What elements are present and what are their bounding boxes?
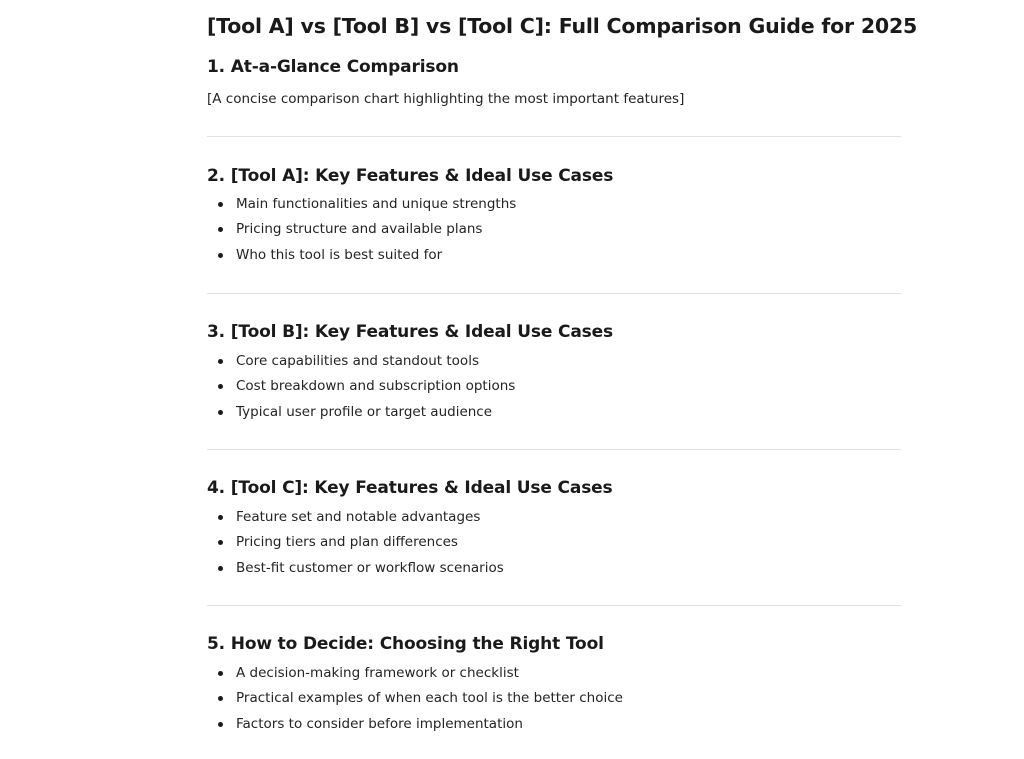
list-item-text: Typical user profile or target audience: [236, 403, 493, 420]
list-item-text: Practical examples of when each tool is the better choice: [236, 690, 623, 707]
section-divider: [207, 449, 901, 450]
list-item: [207, 663, 623, 688]
bullet-icon: [218, 359, 223, 364]
bullet-list-how-to-decide: [207, 663, 623, 739]
list-item: [207, 376, 515, 401]
list-item-text: Feature set and notable advantages: [236, 509, 481, 525]
bullet-icon: [218, 384, 223, 389]
list-item: [207, 194, 516, 219]
bullet-list-tool-a: [207, 194, 516, 270]
list-item-text: A decision-making framework or checklist: [236, 665, 519, 681]
list-item-text: Best-fit customer or workflow scenarios: [236, 559, 504, 576]
list-item-text: Cost breakdown and subscription options: [236, 378, 516, 395]
bullet-icon: [218, 410, 223, 415]
list-item-text: Pricing structure and available plans: [236, 221, 483, 238]
bullet-icon: [218, 227, 223, 232]
list-item: [207, 532, 504, 557]
list-item: [207, 245, 516, 270]
section-heading-tool-c: 4. [Tool C]: Key Features & Ideal Use Cases: [207, 478, 613, 498]
bullet-icon: [218, 722, 223, 727]
section-divider: [207, 605, 901, 606]
list-item-text: Pricing tiers and plan differences: [236, 534, 458, 551]
section-heading-tool-a: 2. [Tool A]: Key Features & Ideal Use Cases: [207, 166, 614, 186]
bullet-icon: [218, 566, 223, 571]
list-item: [207, 714, 623, 739]
bullet-icon: [218, 671, 223, 676]
list-item: [207, 558, 504, 583]
section-heading-at-a-glance: 1. At-a-Glance Comparison: [207, 57, 459, 77]
list-item: [207, 219, 516, 244]
bullet-list-tool-c: [207, 507, 504, 583]
bullet-icon: [218, 202, 223, 207]
list-item: [207, 507, 504, 532]
bullet-list-tool-b: [207, 351, 515, 427]
list-item-text: Main functionalities and unique strengths: [236, 196, 517, 212]
bullet-icon: [218, 696, 223, 701]
list-item-text: Core capabilities and standout tools: [236, 353, 479, 369]
list-item: [207, 402, 515, 427]
section-heading-tool-b: 3. [Tool B]: Key Features & Ideal Use Cases: [207, 322, 613, 342]
list-item-text: Factors to consider before implementation: [236, 715, 523, 732]
list-item-text: Who this tool is best suited for: [236, 246, 443, 263]
section-divider: [207, 293, 901, 294]
bullet-icon: [218, 540, 223, 545]
list-item: [207, 351, 515, 376]
bullet-icon: [218, 515, 223, 520]
list-item: [207, 688, 623, 713]
page-title: [Tool A] vs [Tool B] vs [Tool C]: Full Comparison Guide for 2025: [207, 14, 918, 38]
bullet-icon: [218, 253, 223, 258]
section-heading-how-to-decide: 5. How to Decide: Choosing the Right Tool: [207, 634, 604, 654]
section-text-at-a-glance: [A concise comparison chart highlighting the most important features]: [207, 91, 685, 107]
section-divider: [207, 136, 901, 137]
